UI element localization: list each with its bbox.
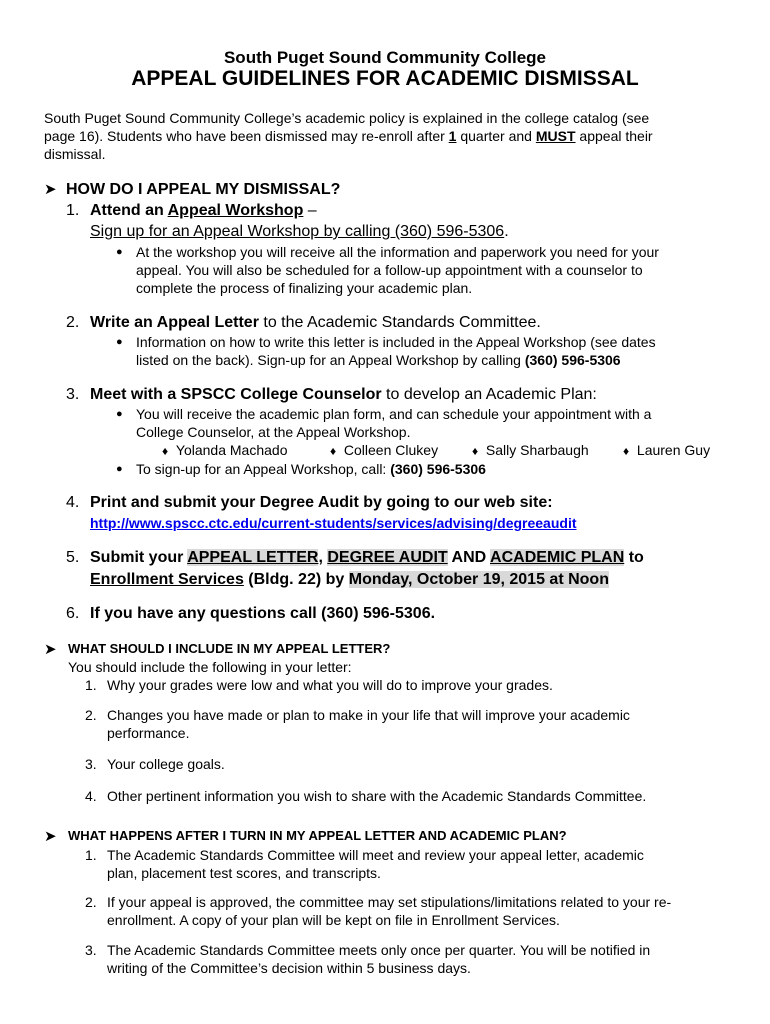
s3-item-3-line-2: writing of the Committee’s decision within 5 business days. (107, 960, 471, 976)
step-2-bullet-line-1: Information on how to write this letter is included in the Appeal Workshop (see dates (136, 334, 656, 350)
step-3-title: Meet with a SPSCC College Counselor to develop an Academic Plan: (90, 386, 597, 403)
step-3-number: 3. (66, 386, 80, 403)
step-1-signup: Sign up for an Appeal Workshop by calling (360) 596-5306. (90, 223, 509, 240)
s2-item-3-line-1: Your college goals. (107, 756, 225, 772)
s3-item-3-number: 3. (85, 942, 97, 958)
step-1-bullet-line-1: At the workshop you will receive all the information and paperwork you need for your (136, 244, 659, 260)
step-6-title: If you have any questions call (360) 596-5306. (90, 605, 436, 622)
s3-item-2-number: 2. (85, 894, 97, 910)
step-1-number: 1. (66, 202, 80, 219)
counselor-2: ♦ Colleen Clukey (330, 442, 439, 458)
counselor-1: ♦ Yolanda Machado (162, 442, 288, 458)
step-1-bullet-line-3: complete the process of finalizing your academic plan. (136, 280, 473, 296)
s2-item-2-line-1: Changes you have made or plan to make in your life that will improve your academic (107, 707, 630, 723)
section-heading-after: WHAT HAPPENS AFTER I TURN IN MY APPEAL LETTER AND ACADEMIC PLAN? (68, 828, 567, 843)
section-2-intro: You should include the following in your letter: (68, 659, 352, 675)
s3-item-3-line-1: The Academic Standards Committee meets only once per quarter. You will be notified in (107, 942, 651, 958)
step-5-line-2: Enrollment Services (Bldg. 22) by Monday, October 19, 2015 at Noon (90, 571, 609, 588)
s3-item-1-line-2: plan, placement test scores, and transcripts. (107, 865, 381, 881)
intro-line-1: South Puget Sound Community College’s academic policy is explained in the college catalog (see (44, 110, 650, 126)
s2-item-4-number: 4. (85, 788, 97, 804)
s3-item-1-number: 1. (85, 847, 97, 863)
section-heading-include: WHAT SHOULD I INCLUDE IN MY APPEAL LETTER? (68, 641, 391, 656)
diamond-icon: ♦ (330, 444, 337, 458)
degree-audit-url[interactable]: http://www.spscc.ctc.edu/current-students/services/advising/degreeaudit (90, 515, 577, 531)
counselor-4: ♦ Lauren Guy (623, 442, 711, 458)
step-6-number: 6. (66, 605, 80, 622)
s2-item-2-line-2: performance. (107, 725, 190, 741)
college-name: South Puget Sound Community College (223, 48, 547, 67)
bullet-dot-icon: ● (116, 246, 123, 258)
step-3-bullet-1-line-1: You will receive the academic plan form, and can schedule your appointment with a (136, 406, 652, 422)
step-4-number: 4. (66, 494, 80, 511)
arrow-bullet-icon: ➤ (44, 828, 57, 845)
step-1-bullet-line-2: appeal. You will also be scheduled for a follow-up appointment with a counselor to (136, 262, 643, 278)
s3-item-2-line-1: If your appeal is approved, the committee may set stipulations/limitations related to your re- (107, 894, 672, 910)
s2-item-1-line-1: Why your grades were low and what you will do to improve your grades. (107, 677, 553, 693)
section-heading-appeal: HOW DO I APPEAL MY DISMISSAL? (66, 181, 341, 198)
degree-audit-link[interactable] (90, 514, 577, 532)
step-2-title: Write an Appeal Letter to the Academic Standards Committee. (90, 314, 541, 331)
step-5-number: 5. (66, 549, 80, 566)
step-1-title: Attend an Appeal Workshop – (90, 202, 317, 219)
step-2-number: 2. (66, 314, 80, 331)
page-title: APPEAL GUIDELINES FOR ACADEMIC DISMISSAL (131, 67, 639, 90)
s2-item-4-line-1: Other pertinent information you wish to share with the Academic Standards Committee. (107, 788, 647, 804)
s3-item-2-line-2: enrollment. A copy of your plan will be kept on file in Enrollment Services. (107, 912, 560, 928)
step-4-title: Print and submit your Degree Audit by going to our web site: (90, 494, 553, 511)
arrow-bullet-icon: ➤ (44, 181, 57, 198)
s3-item-1-line-1: The Academic Standards Committee will meet and review your appeal letter, academic (107, 847, 644, 863)
arrow-bullet-icon: ➤ (44, 641, 57, 658)
diamond-icon: ♦ (623, 444, 630, 458)
bullet-dot-icon: ● (116, 463, 123, 475)
diamond-icon: ♦ (162, 444, 169, 458)
s2-item-1-number: 1. (85, 677, 97, 693)
step-3-bullet-2: To sign-up for an Appeal Workshop, call: (360) 596-5306 (136, 461, 486, 477)
step-3-bullet-1-line-2: College Counselor, at the Appeal Workshop. (136, 424, 411, 440)
step-5-line-1: Submit your APPEAL LETTER, DEGREE AUDIT AND ACADEMIC PLAN to (90, 549, 644, 566)
s2-item-2-number: 2. (85, 707, 97, 723)
step-2-bullet-line-2: listed on the back). Sign-up for an Appeal Workshop by calling (360) 596-5306 (136, 352, 621, 368)
intro-line-2: page 16). Students who have been dismissed may re-enroll after 1 quarter and MUST appeal their (44, 128, 653, 144)
s2-item-3-number: 3. (85, 756, 97, 772)
bullet-dot-icon: ● (116, 336, 123, 348)
counselor-3: ♦ Sally Sharbaugh (472, 442, 589, 458)
intro-line-3: dismissal. (44, 146, 106, 162)
bullet-dot-icon: ● (116, 408, 123, 420)
diamond-icon: ♦ (472, 444, 479, 458)
